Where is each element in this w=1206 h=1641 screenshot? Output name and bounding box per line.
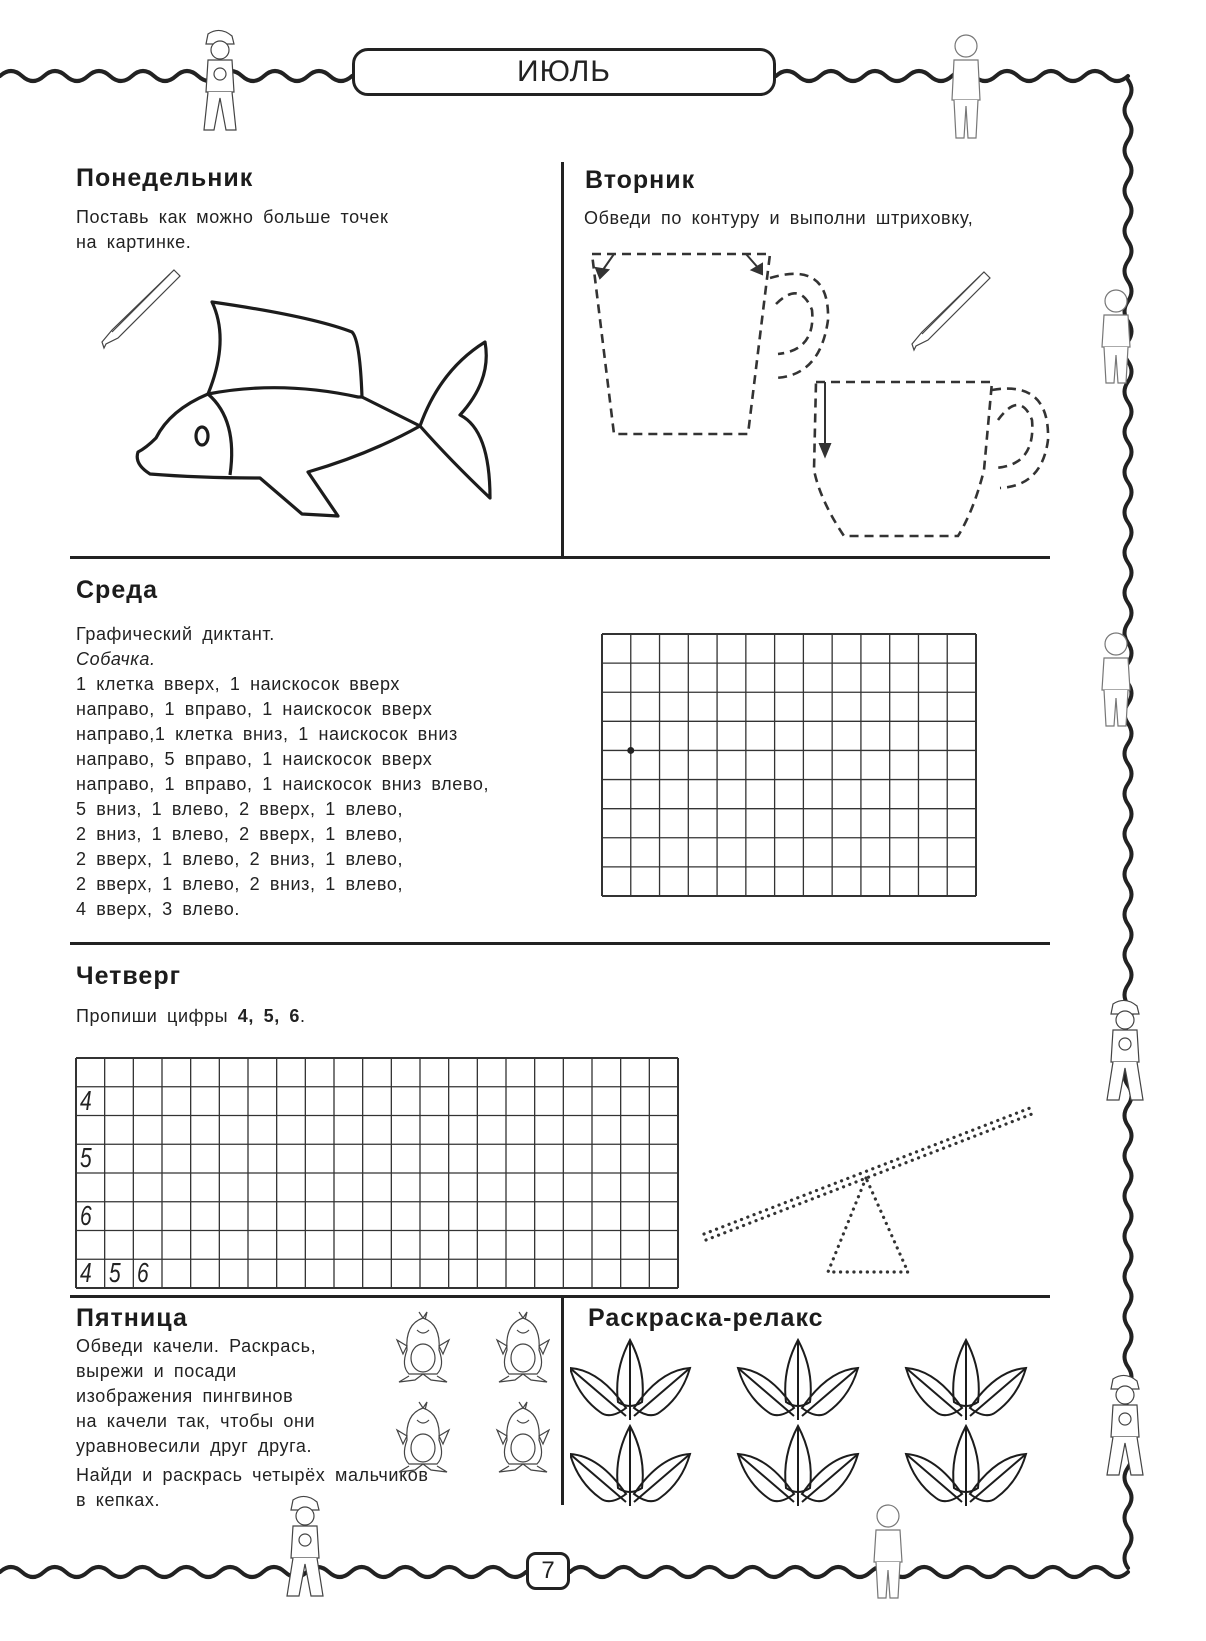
dictation-line: 1 клетка вверх, 1 наискосок вверх (76, 674, 401, 694)
thursday-title: Четверг (76, 962, 182, 990)
fish-top-fin (208, 302, 362, 397)
boy-in-cap-icon (204, 30, 236, 130)
boy-icon (1102, 633, 1130, 726)
monday-title: Понедельник (76, 164, 254, 192)
penguin-icon (397, 1312, 449, 1382)
start-dot (627, 747, 634, 754)
dictation-line: направо, 5 вправо, 1 наискосок вверх (76, 749, 433, 769)
pencil-icon (102, 270, 180, 348)
pencil-icon (912, 272, 990, 350)
penguin-icon (497, 1402, 549, 1472)
penguin-icon (397, 1402, 449, 1472)
dictation-line: направо,1 клетка вниз, 1 наискосок вниз (76, 724, 458, 744)
month-title: ИЮЛЬ (517, 55, 611, 88)
tuesday-title: Вторник (585, 166, 696, 194)
sample-digit: 5 (80, 1142, 92, 1174)
fish-gill (208, 394, 232, 475)
dotted-seesaw[interactable] (690, 1090, 1050, 1290)
divider-after-thu (70, 1295, 1050, 1298)
leaf-motif-icon (906, 1426, 1026, 1506)
divider-mon-tue (561, 162, 564, 558)
fish-eye (196, 427, 208, 445)
friday-instructions: Обведи качели. Раскрась, вырежи и посади изображения пингвинов на качели так, чтобы они уравновесили друг друга. Найди и раскрась четырёх мальчиков в кепках. (76, 1336, 429, 1510)
wednesday-title: Среда (76, 576, 159, 604)
dictation-line: направо, 1 вправо, 1 наискосок вниз влево, (76, 774, 490, 794)
boy-in-cap-icon (1107, 1375, 1143, 1475)
arrow-icon (596, 268, 608, 278)
leaf-coloring-pattern[interactable] (570, 1330, 1060, 1520)
sample-digit: 6 (137, 1257, 150, 1289)
cup-1-body (592, 254, 770, 434)
page-number: 7 (541, 1557, 555, 1584)
dictation-grid[interactable] (600, 632, 978, 898)
leaf-motif-icon (906, 1340, 1026, 1420)
friday-title: Пятница (76, 1304, 188, 1332)
digit-writing-grid[interactable] (74, 1056, 680, 1290)
wednesday-subtitle: Графический диктант. (76, 624, 275, 644)
divider-fri-relax (561, 1295, 564, 1505)
dictation-line: 2 вверх, 1 влево, 2 вниз, 1 влево, (76, 849, 404, 869)
dictation-line: 2 вверх, 1 влево, 2 вниз, 1 влево, (76, 874, 404, 894)
arrow-down-icon (820, 444, 830, 456)
leaf-motif-icon (738, 1426, 858, 1506)
dictation-line: 4 вверх, 3 влево. (76, 899, 241, 919)
sample-digit: 6 (80, 1199, 92, 1231)
cup-2-handle-outer (992, 389, 1048, 488)
boy-icon (952, 35, 980, 138)
boy-in-cap-icon (1107, 1000, 1143, 1100)
wednesday-picture-name: Собачка. (76, 649, 156, 669)
page-number-badge (526, 1552, 570, 1590)
dashed-cups[interactable] (580, 240, 1060, 550)
relax-title: Раскраска-релакс (588, 1304, 824, 1332)
cup-1-handle-outer (770, 274, 828, 378)
penguin-icon (497, 1312, 549, 1382)
cup-2-handle-inner (994, 405, 1032, 468)
leaf-motif-icon (570, 1340, 690, 1420)
sample-digit: 4 (80, 1257, 92, 1289)
wednesday-instructions (76, 622, 489, 922)
dictation-line: 2 вниз, 1 влево, 2 вверх, 1 влево, (76, 824, 404, 844)
thursday-instruction: Пропиши цифры 4, 5, 6. (76, 1006, 306, 1026)
fish-tail (420, 342, 490, 498)
leaf-motif-icon (570, 1426, 690, 1506)
dictation-line: направо, 1 вправо, 1 наискосок вверх (76, 699, 433, 719)
sample-digit: 5 (108, 1257, 121, 1289)
dictation-line: 5 вниз, 1 влево, 2 вверх, 1 влево, (76, 799, 404, 819)
fish-body (137, 394, 420, 516)
cup-1-handle-inner (776, 293, 812, 354)
divider-after-mon-tue (70, 556, 1050, 559)
boy-icon (1102, 290, 1130, 383)
sample-digit: 4 (80, 1084, 92, 1116)
monday-instruction: Поставь как можно больше точек на картинке. (76, 207, 389, 252)
cup-2-body (814, 382, 992, 536)
leaf-motif-icon (738, 1340, 858, 1420)
fish-outline[interactable] (90, 260, 510, 530)
penguin-cutouts (360, 1300, 550, 1480)
divider-after-wed (70, 942, 1050, 945)
tuesday-instruction: Обведи по контуру и выполни штриховку, (584, 208, 974, 228)
